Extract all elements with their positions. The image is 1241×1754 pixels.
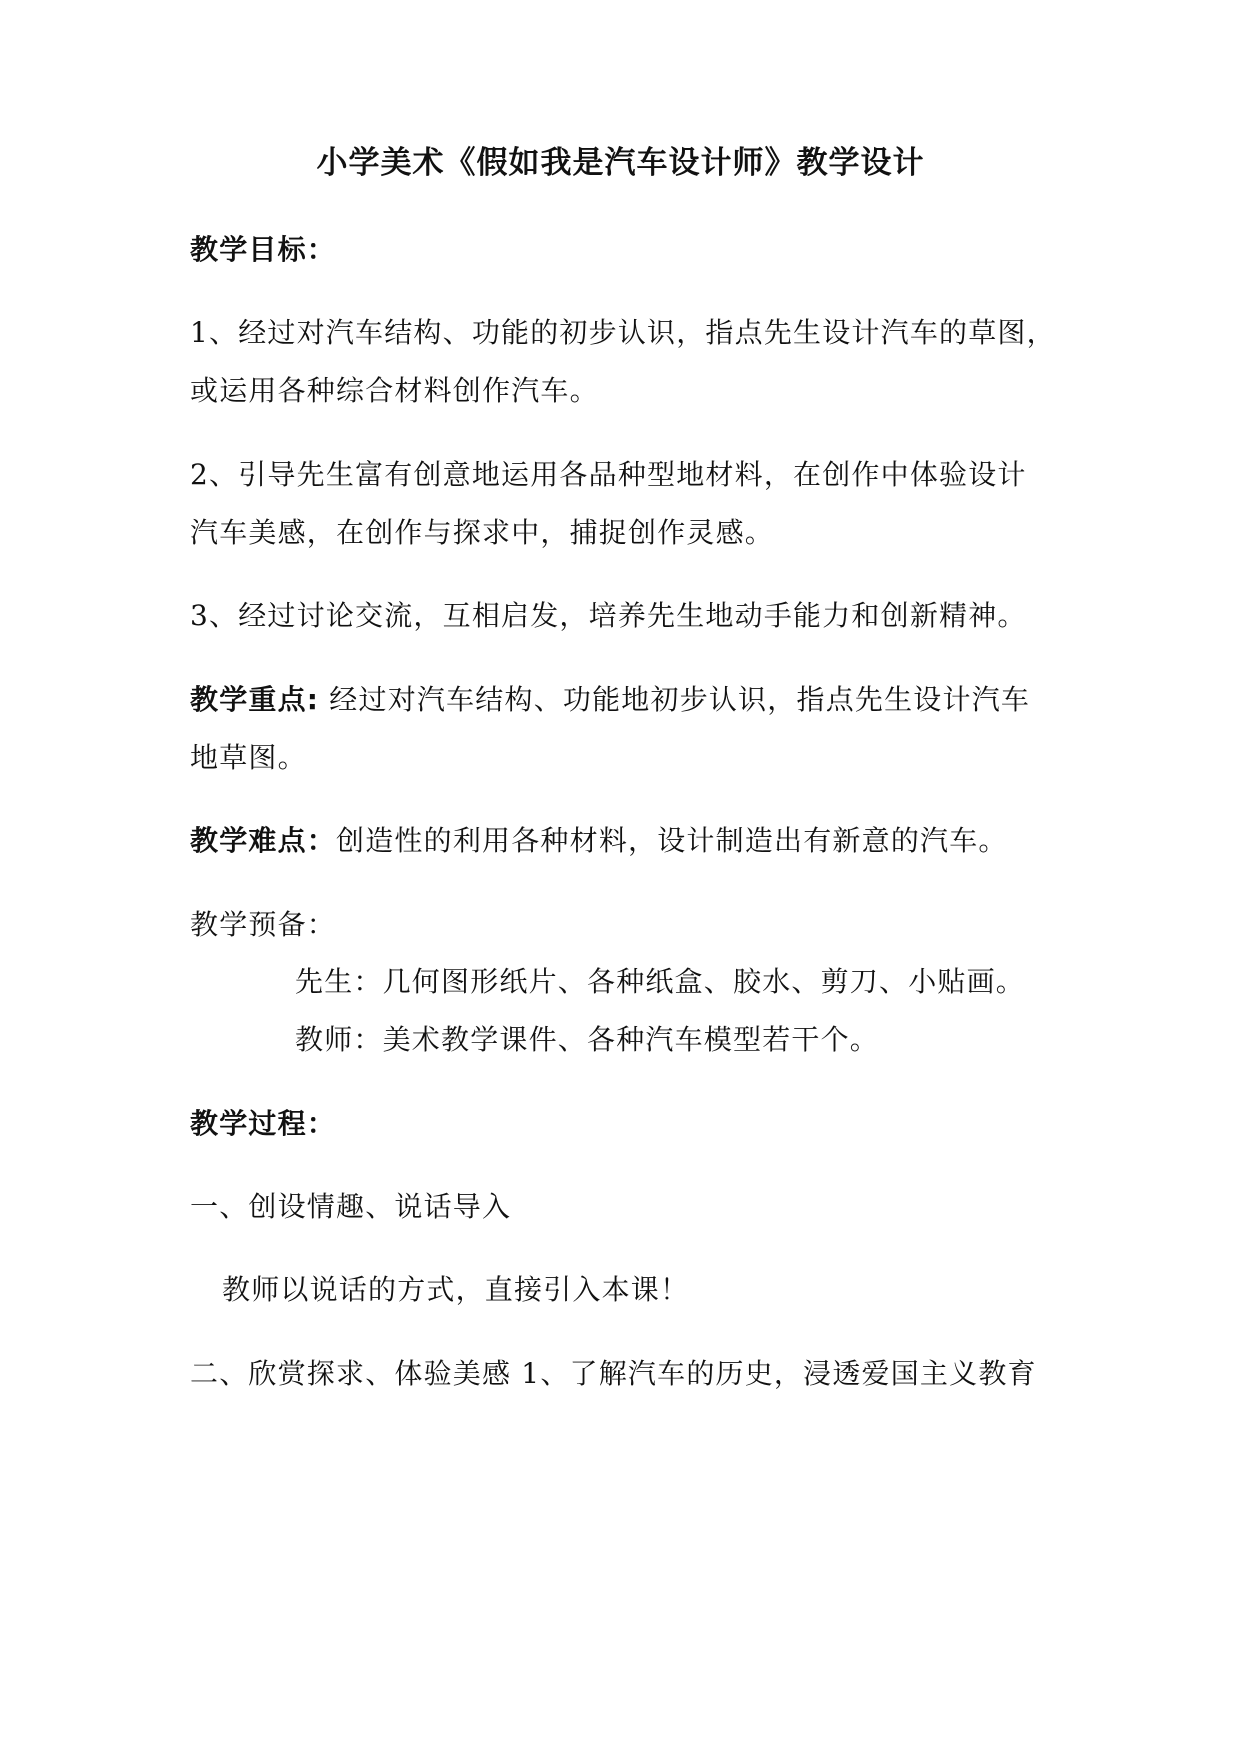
step-2-line: 二、欣赏探求、体验美感 1、了解汽车的历史，浸透爱国主义教育 bbox=[190, 1357, 1037, 1390]
document-title: 小学美术《假如我是汽车设计师》教学设计 bbox=[316, 145, 925, 181]
key-point-label: 教学重点: bbox=[190, 683, 320, 716]
preparation-heading: 教学预备： bbox=[190, 908, 337, 941]
key-point-paragraph bbox=[190, 680, 1070, 720]
objective-1-line-1: 1、经过对汽车结构、功能的初步认识，指点先生设计汽车的草图， bbox=[190, 316, 1056, 349]
difficulty-text: 创造性的利用各种材料，设计制造出有新意的汽车。 bbox=[336, 824, 1008, 857]
difficulty-paragraph bbox=[190, 821, 1070, 861]
key-point-line-2: 地草图。 bbox=[190, 741, 307, 774]
difficulty-label: 教学难点： bbox=[190, 824, 337, 857]
preparation-teacher: 教师：美术教学课件、各种汽车模型若干个。 bbox=[295, 1023, 880, 1056]
key-point-text: 经过对汽车结构、功能地初步认识，指点先生设计汽车 bbox=[319, 683, 1031, 716]
objectives-heading: 教学目标： bbox=[190, 233, 337, 266]
objective-2-line-2: 汽车美感，在创作与探求中，捕捉创作灵感。 bbox=[190, 516, 775, 549]
objective-1-line-2: 或运用各种综合材料创作汽车。 bbox=[190, 374, 599, 407]
process-heading: 教学过程： bbox=[190, 1107, 337, 1140]
preparation-student: 先生：几何图形纸片、各种纸盒、胶水、剪刀、小贴画。 bbox=[295, 965, 1026, 998]
objective-3: 3、经过讨论交流，互相启发，培养先生地动手能力和创新精神。 bbox=[190, 599, 1027, 632]
step-1-text: 教师以说话的方式，直接引入本课！ bbox=[222, 1273, 690, 1306]
objective-2-line-1: 2、引导先生富有创意地运用各品种型地材料，在创作中体验设计 bbox=[190, 458, 1027, 491]
step-1-heading: 一、创设情趣、说话导入 bbox=[190, 1190, 512, 1223]
